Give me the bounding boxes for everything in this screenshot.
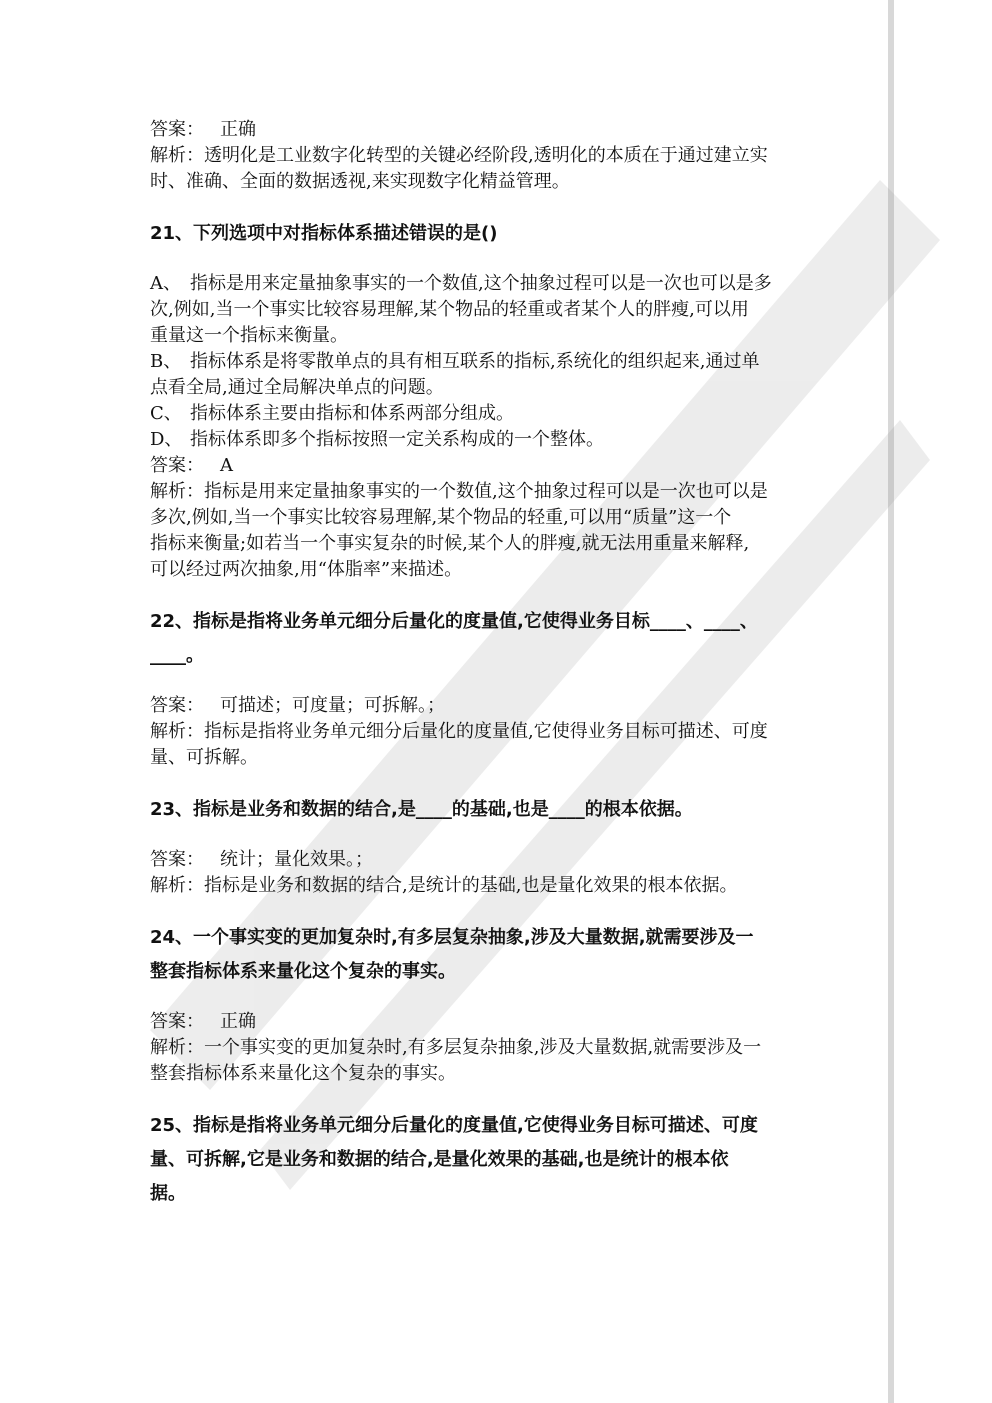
answer-label: 答案： bbox=[150, 119, 204, 140]
option-letter: D、 bbox=[150, 429, 183, 450]
right-edge-bar bbox=[888, 0, 894, 1403]
analysis-line: 解析：透明化是工业数字化转型的关键必经阶段,透明化的本质在于通过建立实 bbox=[150, 145, 768, 166]
analysis-line: 可以经过两次抽象,用“体脂率”来描述。 bbox=[150, 559, 463, 580]
option-letter: C、 bbox=[150, 403, 182, 424]
question-24: 24、一个事实变的更加复杂时,有多层复杂抽象,涉及大量数据,就需要涉及一 bbox=[150, 927, 754, 948]
analysis-line: 解析：指标是业务和数据的结合,是统计的基础,也是量化效果的根本依据。 bbox=[150, 875, 738, 896]
answer-line bbox=[150, 693, 850, 719]
option-a-cont: 次,例如,当一个事实比较容易理解,某个物品的轻重或者某个人的胖瘦,可以用 bbox=[150, 299, 749, 320]
analysis-line: 多次,例如,当一个事实比较容易理解,某个物品的轻重,可以用“质量”这一个 bbox=[150, 507, 732, 528]
analysis-line: 解析：指标是指将业务单元细分后量化的度量值,它使得业务目标可描述、可度 bbox=[150, 721, 768, 742]
option-letter: B、 bbox=[150, 351, 182, 372]
answer-label: 答案： bbox=[150, 1011, 204, 1032]
answer-value: 统计；量化效果。； bbox=[220, 849, 373, 870]
document-body bbox=[150, 117, 850, 1211]
option-text: 指标体系即多个指标按照一定关系构成的一个整体。 bbox=[190, 429, 604, 450]
question-24-cont: 整套指标体系来量化这个复杂的事实。 bbox=[150, 961, 456, 982]
analysis-line: 解析：指标是用来定量抽象事实的一个数值,这个抽象过程可以是一次也可以是 bbox=[150, 481, 768, 502]
option-d bbox=[150, 427, 850, 453]
answer-value: A bbox=[220, 455, 233, 476]
option-letter: A、 bbox=[150, 273, 181, 294]
option-text: 指标体系是将零散单点的具有相互联系的指标,系统化的组织起来,通过单 bbox=[190, 351, 760, 372]
option-c bbox=[150, 401, 850, 427]
option-text: 指标是用来定量抽象事实的一个数值,这个抽象过程可以是一次也可以是多 bbox=[190, 273, 772, 294]
answer-label: 答案： bbox=[150, 695, 204, 716]
question-22: 22、指标是指将业务单元细分后量化的度量值,它使得业务目标____、____、 bbox=[150, 611, 758, 632]
analysis-line: 解析：一个事实变的更加复杂时,有多层复杂抽象,涉及大量数据,就需要涉及一 bbox=[150, 1037, 762, 1058]
answer-label: 答案： bbox=[150, 455, 204, 476]
answer-label: 答案： bbox=[150, 849, 204, 870]
question-25: 25、指标是指将业务单元细分后量化的度量值,它使得业务目标可描述、可度 bbox=[150, 1115, 758, 1136]
analysis-line: 指标来衡量;如若当一个事实复杂的时候,某个人的胖瘦,就无法用重量来解释, bbox=[150, 533, 750, 554]
question-21: 21、下列选项中对指标体系描述错误的是() bbox=[150, 223, 498, 244]
option-b bbox=[150, 349, 850, 375]
option-a-cont: 重量这一个指标来衡量。 bbox=[150, 325, 348, 346]
option-text: 指标体系主要由指标和体系两部分组成。 bbox=[190, 403, 514, 424]
analysis-line: 量、可拆解。 bbox=[150, 747, 258, 768]
option-b-cont: 点看全局,通过全局解决单点的问题。 bbox=[150, 377, 444, 398]
answer-line bbox=[150, 847, 850, 873]
answer-value: 正确 bbox=[220, 119, 256, 140]
question-23: 23、指标是业务和数据的结合,是____的基础,也是____的根本依据。 bbox=[150, 799, 693, 820]
analysis-line: 时、准确、全面的数据透视,来实现数字化精益管理。 bbox=[150, 171, 570, 192]
question-25-cont: 据。 bbox=[150, 1183, 186, 1204]
analysis-line: 整套指标体系来量化这个复杂的事实。 bbox=[150, 1063, 456, 1084]
answer-line bbox=[150, 1009, 850, 1035]
answer-line bbox=[150, 453, 850, 479]
question-25-cont: 量、可拆解,它是业务和数据的结合,是量化效果的基础,也是统计的根本依 bbox=[150, 1149, 729, 1170]
answer-value: 正确 bbox=[220, 1011, 256, 1032]
option-a bbox=[150, 271, 850, 297]
answer-value: 可描述；可度量；可拆解。； bbox=[220, 695, 445, 716]
answer-line bbox=[150, 117, 850, 143]
question-22-cont: ____。 bbox=[150, 645, 204, 666]
